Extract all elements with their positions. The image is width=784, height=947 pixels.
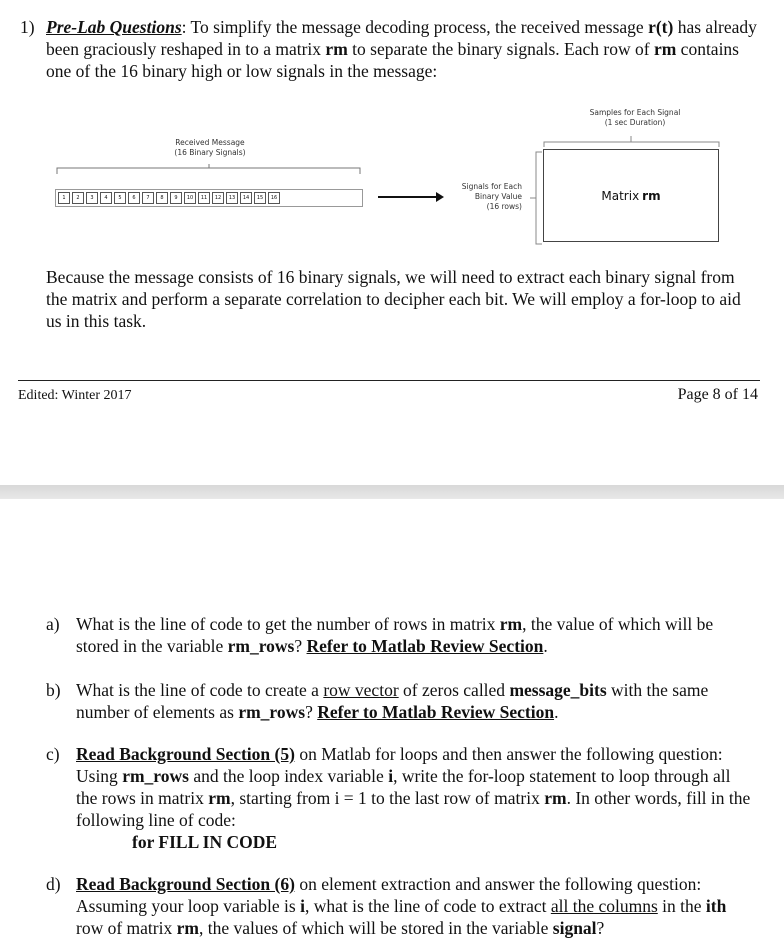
signal-cell: 6 [128, 192, 140, 204]
signal-cell: 13 [226, 192, 238, 204]
samples-brace [542, 136, 722, 148]
signal-cell: 1 [58, 192, 70, 204]
matlab-review-reference: Refer to Matlab Review Section [306, 636, 544, 656]
background-section-5-reference: Read Background Section (5) [76, 744, 295, 764]
received-brace [55, 162, 365, 176]
signal-cell: 15 [254, 192, 266, 204]
page-separator [0, 485, 784, 499]
signals-brace [522, 150, 544, 246]
signal-cell: 10 [184, 192, 196, 204]
samples-label-1: Samples for Each Signal [589, 108, 681, 117]
question-b-label: b) [46, 680, 61, 700]
footer-page-number: Page 8 of 14 [677, 386, 758, 403]
footer-edited: Edited: Winter 2017 [18, 388, 132, 403]
signal-cell: 4 [100, 192, 112, 204]
signals-label-2: Binary Value [474, 192, 522, 201]
signal-cell: 9 [170, 192, 182, 204]
question-1-intro: 1) Pre-Lab Questions: To simplify the message decoding process, the received message r(t) has already been graciously reshaped in to a matrix rm to separate the binary signals. Each row of rm contains one of the 16 binary high or low signals in the message: [20, 17, 757, 81]
signal-cell: 7 [142, 192, 154, 204]
signal-cell: 14 [240, 192, 252, 204]
code-line: for FILL IN CODE [132, 832, 278, 852]
cells-frame [55, 189, 363, 207]
signals-label-3: (16 rows) [486, 202, 522, 211]
page-bottom: a) What is the line of code to get the number of rows in matrix rm, the value of which will be stored in the variable rm_rows? Refer to Matlab Review Section. b) What is the line of code to create a row vector of zeros called message_bits with the same number of elements as rm_rows? Refer to Matlab Review Section. c) Read Background Section (5) on Matlab for loops and then answer the following question: Using rm_rows and the loop index variable i, write the for-loop statement to loop through all the rows in matrix rm, starting from i = 1 to the last row of matrix rm. In other words, fill in the following line of code: for FILL IN CODE d) Read Background Section (6) on element extraction and answer the following question: Assuming your loop variable is i, what is the line of code to extract all the columns in the ith row of matrix rm, the values of which will be stored in the variable signal? [0, 499, 784, 947]
question-title: Pre-Lab Questions [46, 17, 182, 37]
matlab-review-reference: Refer to Matlab Review Section [317, 702, 555, 722]
received-label-2: (16 Binary Signals) [174, 148, 246, 157]
question-d-label: d) [46, 874, 61, 894]
matrix-box [543, 149, 719, 242]
signal-cell: 12 [212, 192, 224, 204]
signal-cell: 11 [198, 192, 210, 204]
signal-cell: 3 [86, 192, 98, 204]
arrow-right-icon [378, 191, 444, 203]
received-label-1: Received Message [175, 138, 245, 147]
question-c-label: c) [46, 744, 60, 764]
matrix-label-bold: rm [642, 188, 661, 203]
background-section-6-reference: Read Background Section (6) [76, 874, 295, 894]
diagram [0, 100, 784, 250]
body-paragraph: Because the message consists of 16 binary signals, we will need to extract each binary signal from the matrix and perform a separate correlation to decipher each bit. We will employ a for-loop to aid us in this task. [46, 267, 741, 331]
signal-cell: 5 [114, 192, 126, 204]
question-number: 1) [20, 17, 35, 37]
signals-label-1: Signals for Each [461, 182, 522, 191]
samples-label-2: (1 sec Duration) [604, 118, 666, 127]
matrix-label: Matrix [601, 188, 640, 203]
signal-cell: 2 [72, 192, 84, 204]
signal-cell: 16 [268, 192, 280, 204]
question-a-label: a) [46, 614, 60, 634]
signal-cell: 8 [156, 192, 168, 204]
footer-rule [18, 380, 760, 381]
